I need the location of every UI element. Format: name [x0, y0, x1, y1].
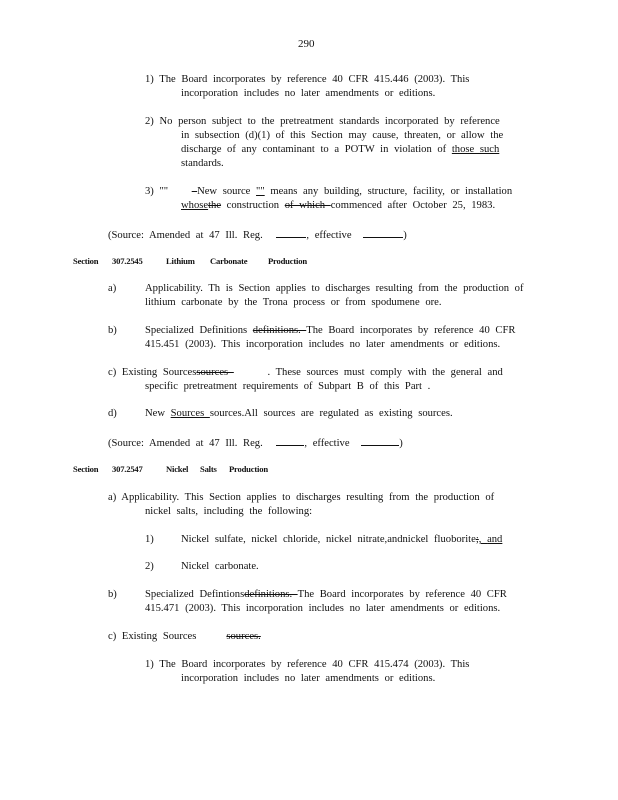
blank-line [276, 227, 306, 238]
inserted-text: those such [451, 144, 500, 155]
text-run: (Source: Amended at 47 Ill. Reg. [108, 438, 263, 449]
item-label: a) [108, 283, 117, 294]
heading-section-number: 307.2547 [112, 464, 143, 474]
paragraph-line: nickel salts, including the following: [145, 506, 313, 517]
heading-word: Production [229, 464, 268, 474]
heading-section-word: Section [73, 256, 99, 266]
heading-word: Lithium [166, 256, 195, 266]
text-run: , effective [306, 230, 352, 241]
blank-line [276, 435, 304, 446]
text-run: discharge of any contaminant to a POTW in violation of [181, 144, 452, 155]
deleted-text: definitions. [252, 325, 307, 336]
paragraph-line: 415.471 (2003). This incorporation includes no later amendments or editions. [145, 603, 501, 614]
item-label: 2) [145, 561, 154, 572]
paragraph-line: a) Applicability. This Section applies to discharges resulting from the production of [108, 492, 495, 503]
deleted-text: ; [475, 534, 479, 545]
source-note [108, 435, 403, 450]
text-run: ) [399, 438, 403, 449]
paragraph-line [181, 143, 499, 156]
item-label: b) [108, 589, 117, 600]
inserted-text: "" [256, 186, 265, 197]
heading-word: Carbonate [210, 256, 248, 266]
item-label: d) [108, 408, 117, 419]
text-run: , effective [304, 438, 350, 449]
paragraph-line [181, 199, 495, 212]
source-note [108, 227, 407, 242]
paragraph-line: standards. [181, 158, 224, 169]
text-run: The Board incorporates by reference 40 CFR [297, 589, 507, 600]
paragraph-line: in subsection (d)(1) of this Section may cause, threaten, or allow the [181, 130, 504, 141]
paragraph-line [181, 533, 502, 546]
inserted-text: Sources [170, 408, 210, 419]
text-run: Specialized Definitions [145, 325, 253, 336]
paragraph-line: Applicability. Th is Section applies to discharges resulting from the production of [145, 283, 524, 294]
paragraph-line: 2) No person subject to the pretreatment standards incorporated by reference [145, 116, 500, 127]
item-label: 1) [145, 534, 154, 545]
text-run: commenced after October 25, 1983. [330, 200, 496, 211]
text-run: The Board incorporates by reference 40 CFR [306, 325, 516, 336]
text-run: (Source: Amended at 47 Ill. Reg. [108, 230, 263, 241]
deleted-text: definitions. [244, 589, 298, 600]
paragraph-line: specific pretreatment requirements of Subpart B of this Part . [145, 381, 431, 392]
page-number: 290 [298, 38, 315, 50]
text-run: New source [197, 186, 257, 197]
paragraph-line [108, 366, 503, 379]
blank-line [363, 227, 403, 238]
paragraph-line [145, 185, 512, 198]
paragraph-line [108, 630, 261, 643]
text-run: sources.All sources are regulated as existing sources. [209, 408, 453, 419]
deleted-text: sources [196, 367, 234, 378]
section-heading [73, 464, 313, 476]
text-run: New [145, 408, 171, 419]
blank-line [361, 435, 399, 446]
section-heading [73, 256, 313, 268]
heading-word: Production [268, 256, 307, 266]
text-run: means any building, structure, facility, or installation [264, 186, 513, 197]
paragraph-line: incorporation includes no later amendments or editions. [181, 88, 436, 99]
item-label: b) [108, 325, 117, 336]
inserted-text: and [487, 534, 503, 545]
text-run: construction [221, 200, 285, 211]
paragraph-line: incorporation includes no later amendments or editions. [181, 673, 436, 684]
deleted-text: of which [284, 200, 331, 211]
text-run: . These sources must comply with the general and [261, 367, 503, 378]
inserted-text: , [478, 534, 488, 545]
paragraph-line: 1) The Board incorporates by reference 40 CFR 415.474 (2003). This [145, 659, 470, 670]
heading-word: Nickel [166, 464, 189, 474]
paragraph-line: Nickel carbonate. [181, 561, 259, 572]
heading-section-word: Section [73, 464, 99, 474]
text-run: ) [403, 230, 407, 241]
text-run: c) Existing Sources [108, 631, 197, 642]
paragraph-line: lithium carbonate by the Trona process or from spodumene ore. [145, 297, 442, 308]
text-run: Specialized Defintions [145, 589, 245, 600]
deleted-text: – [191, 186, 198, 197]
paragraph-line [145, 324, 515, 337]
heading-section-number: 307.2545 [112, 256, 143, 266]
paragraph-line [145, 407, 453, 420]
heading-word: Salts [200, 464, 217, 474]
deleted-text: sources. [226, 631, 261, 642]
text-run: Nickel sulfate, nickel chloride, nickel nitrate,andnickel fluoborite [181, 534, 476, 545]
item-number: 3) "" [145, 186, 169, 197]
paragraph-line [145, 588, 507, 601]
inserted-text: whose [181, 200, 209, 211]
paragraph-line: 415.451 (2003). This incorporation includes no later amendments or editions. [145, 339, 501, 350]
paragraph-line: 1) The Board incorporates by reference 40 CFR 415.446 (2003). This [145, 74, 470, 85]
text-run: c) Existing Sources [108, 367, 197, 378]
deleted-text: the [208, 200, 222, 211]
